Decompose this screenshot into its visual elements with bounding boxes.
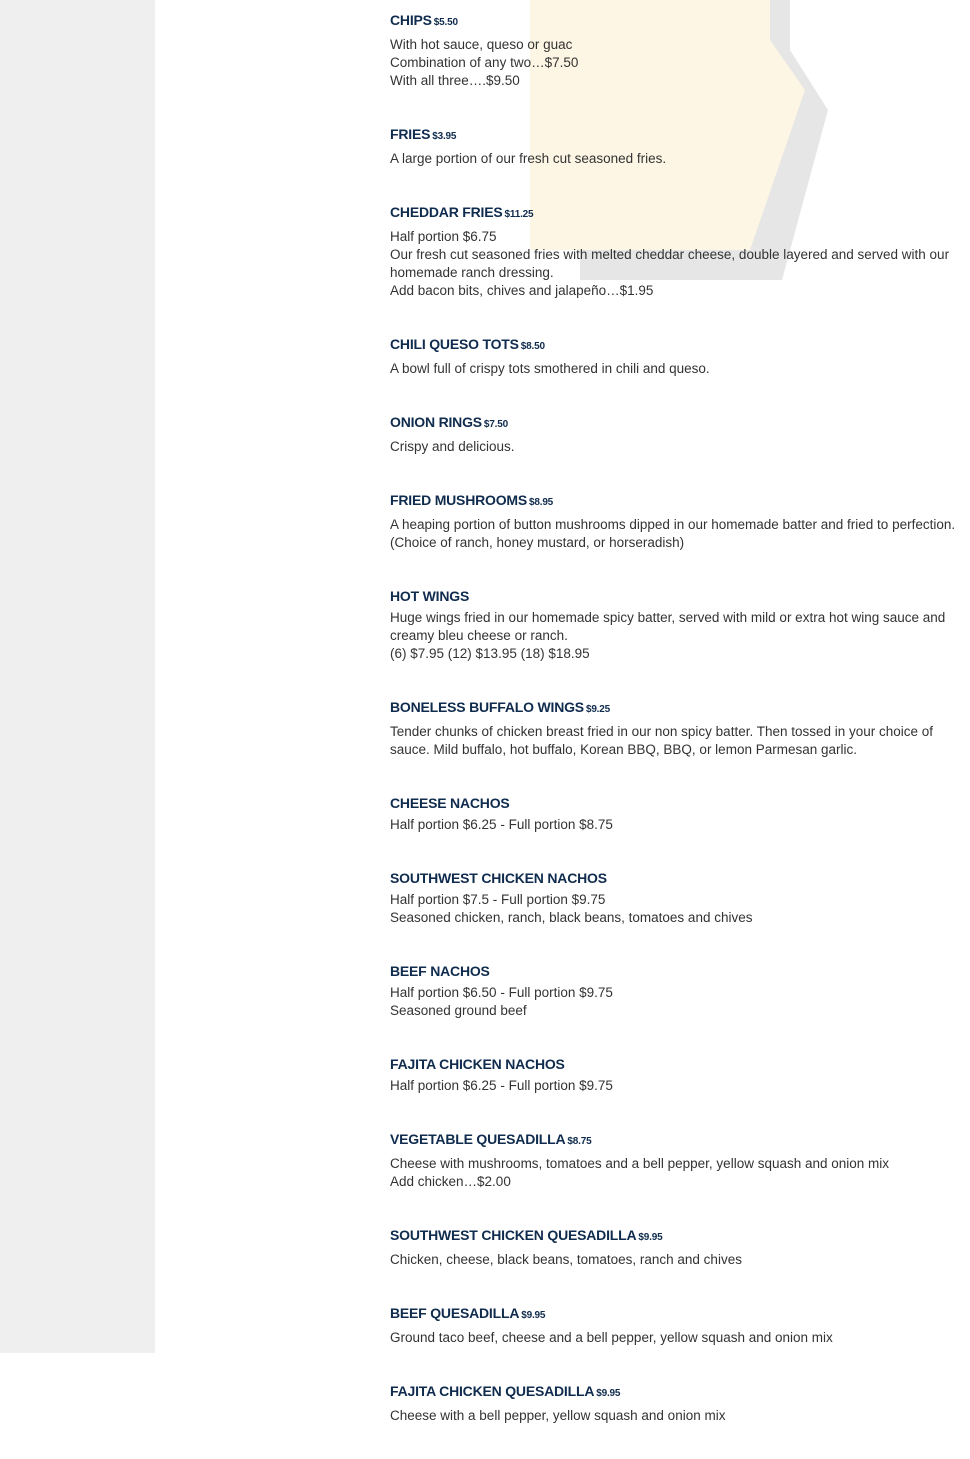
left-sidebar-panel: [0, 0, 155, 1353]
menu-item-description: Our fresh cut seasoned fries with melted cheddar cheese, double layered and served with our homemade ranch dressing.: [390, 247, 950, 280]
menu-item-description: Seasoned chicken, ranch, black beans, tomatoes and chives: [390, 910, 753, 925]
menu-item: [390, 1054, 960, 1095]
menu-item-description: A bowl full of crispy tots smothered in chili and queso.: [390, 361, 710, 376]
menu-item-name: FRIED MUSHROOMS: [390, 492, 528, 508]
menu-item-name: SOUTHWEST CHICKEN QUESADILLA: [390, 1227, 637, 1243]
menu-item-description: Half portion $6.25 - Full portion $8.75: [390, 817, 613, 832]
menu-item-name: FAJITA CHICKEN NACHOS: [390, 1056, 565, 1072]
menu-item-heading: [390, 202, 960, 225]
menu-item-name: FRIES: [390, 126, 431, 142]
menu-item-description: Half portion $6.50 - Full portion $9.75: [390, 985, 613, 1000]
menu-item-price: $5.50: [433, 17, 458, 28]
menu-list: [390, 10, 960, 1459]
menu-item-heading: [390, 1054, 960, 1074]
menu-item: [390, 793, 960, 834]
menu-item-heading: [390, 868, 960, 888]
menu-item: [390, 697, 960, 759]
menu-item-price: $9.95: [638, 1232, 663, 1243]
menu-item-description: Combination of any two…$7.50: [390, 55, 579, 70]
menu-item-heading: [390, 1225, 960, 1248]
menu-item-heading: [390, 586, 960, 606]
menu-item: [390, 124, 960, 168]
menu-item-description: Cheese with a bell pepper, yellow squash and onion mix: [390, 1408, 726, 1423]
menu-item-heading: [390, 793, 960, 813]
menu-item-description: Half portion $7.5 - Full portion $9.75: [390, 892, 606, 907]
menu-item-description: (6) $7.95 (12) $13.95 (18) $18.95: [390, 646, 590, 661]
menu-item: [390, 1129, 960, 1191]
menu-item-name: HOT WINGS: [390, 588, 470, 604]
menu-item-description: Half portion $6.75: [390, 229, 497, 244]
menu-item-name: CHEESE NACHOS: [390, 795, 510, 811]
menu-item: [390, 868, 960, 927]
menu-item: [390, 334, 960, 378]
menu-item-name: BONELESS BUFFALO WINGS: [390, 699, 584, 715]
menu-item-heading: [390, 124, 960, 147]
menu-item-price: $9.95: [596, 1388, 621, 1399]
menu-item-price: $9.25: [585, 704, 610, 715]
menu-item-description: Tender chunks of chicken breast fried in our non spicy batter. Then tossed in your choice of sauce. Mild buffalo, hot buffalo, Korean BBQ, BBQ, or lemon Parmesan garlic.: [390, 724, 934, 757]
menu-item-heading: [390, 1129, 960, 1152]
menu-item-price: $8.50: [520, 341, 545, 352]
menu-item-name: CHIPS: [390, 12, 432, 28]
menu-item-description: Half portion $6.25 - Full portion $9.75: [390, 1078, 613, 1093]
menu-item-heading: [390, 1381, 960, 1404]
menu-item-heading: [390, 961, 960, 981]
menu-item: [390, 1303, 960, 1347]
menu-item-description: Seasoned ground beef: [390, 1003, 527, 1018]
menu-item-name: BEEF QUESADILLA: [390, 1305, 520, 1321]
menu-item: [390, 961, 960, 1020]
menu-item: [390, 202, 960, 300]
menu-item-price: $9.95: [521, 1310, 546, 1321]
menu-item-description: A large portion of our fresh cut seasoned fries.: [390, 151, 667, 166]
menu-item-name: FAJITA CHICKEN QUESADILLA: [390, 1383, 595, 1399]
menu-item: [390, 490, 960, 552]
menu-item-heading: [390, 412, 960, 435]
menu-item-name: ONION RINGS: [390, 414, 482, 430]
menu-item-description: Ground taco beef, cheese and a bell pepper, yellow squash and onion mix: [390, 1330, 833, 1345]
menu-item-price: $8.95: [529, 497, 554, 508]
menu-item-heading: [390, 10, 960, 33]
menu-item-heading: [390, 1303, 960, 1326]
menu-item: [390, 586, 960, 663]
menu-item-description: Cheese with mushrooms, tomatoes and a bell pepper, yellow squash and onion mix: [390, 1156, 890, 1171]
menu-item-description: Add chicken…$2.00: [390, 1174, 511, 1189]
menu-item-name: CHEDDAR FRIES: [390, 204, 503, 220]
menu-item-name: SOUTHWEST CHICKEN NACHOS: [390, 870, 607, 886]
menu-item-description: Huge wings fried in our homemade spicy batter, served with mild or extra hot wing sauce and creamy bleu cheese or ranch.: [390, 610, 946, 643]
menu-item-name: CHILI QUESO TOTS: [390, 336, 519, 352]
menu-item: [390, 10, 960, 90]
menu-item-description: Add bacon bits, chives and jalapeño…$1.95: [390, 283, 654, 298]
menu-item-price: $7.50: [483, 419, 508, 430]
menu-item-price: $8.75: [567, 1136, 592, 1147]
menu-item-heading: [390, 334, 960, 357]
menu-item-description: Chicken, cheese, black beans, tomatoes, ranch and chives: [390, 1252, 742, 1267]
menu-item-description: With all three….$9.50: [390, 73, 520, 88]
menu-item-price: $11.25: [504, 209, 534, 220]
menu-item-name: VEGETABLE QUESADILLA: [390, 1131, 566, 1147]
menu-item-description: With hot sauce, queso or guac: [390, 37, 573, 52]
menu-item: [390, 412, 960, 456]
menu-item: [390, 1381, 960, 1425]
menu-item-heading: [390, 490, 960, 513]
menu-item-name: BEEF NACHOS: [390, 963, 490, 979]
menu-item-description: A heaping portion of button mushrooms dipped in our homemade batter and fried to perfection. (Choice of ranch, honey mustard, or horseradish): [390, 517, 956, 550]
menu-item: [390, 1225, 960, 1269]
menu-item-description: Crispy and delicious.: [390, 439, 515, 454]
menu-item-price: $3.95: [432, 131, 457, 142]
menu-item-heading: [390, 697, 960, 720]
